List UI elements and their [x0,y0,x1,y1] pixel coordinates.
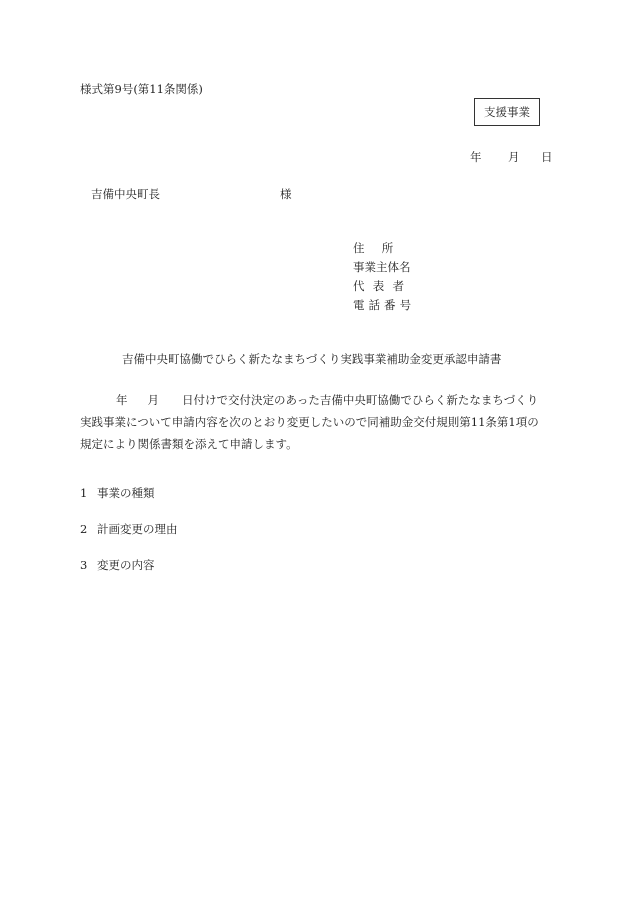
application-body [80,389,555,455]
body-line-3: 規定により関係書類を添えて申請します。 [80,437,298,451]
program-type-box [474,98,540,126]
body-line-2: 実践事業について申請内容を次のとおり変更したいので同補助金交付規則第11条第1項の [80,415,539,429]
date-month-label: 月 [508,150,520,164]
section-number: 1 [80,486,88,500]
date-year-label: 年 [470,150,482,164]
section-item [80,557,155,573]
body-month: 月 [147,393,159,407]
section-label: 変更の内容 [97,558,155,572]
applicant-representative-label: 代表者 [353,279,413,293]
date-day-label: 日 [541,150,553,164]
form-number: 様式第9号(第11条関係) [80,82,203,96]
section-number: 2 [80,522,88,536]
body-line-1-rest: 日付けで交付決定のあった吉備中央町協働でひらく新たなまちづくり [182,393,539,407]
body-year: 年 [116,393,128,407]
section-label: 事業の種類 [97,486,155,500]
addressee-name: 吉備中央町長 [91,187,160,201]
section-number: 3 [80,558,88,572]
program-type-label: 支援事業 [484,105,530,119]
section-item [80,521,178,537]
section-item [80,485,155,501]
body-line-1 [80,389,555,411]
applicant-phone-label: 電話番号 [353,298,416,312]
section-label: 計画変更の理由 [97,522,178,536]
addressee-honorific: 様 [280,187,292,201]
document-title: 吉備中央町協働でひらく新たなまちづくり実践事業補助金変更承認申請書 [122,352,502,366]
applicant-entity-label: 事業主体名 [353,260,411,274]
applicant-address-label: 住所 [353,241,411,255]
